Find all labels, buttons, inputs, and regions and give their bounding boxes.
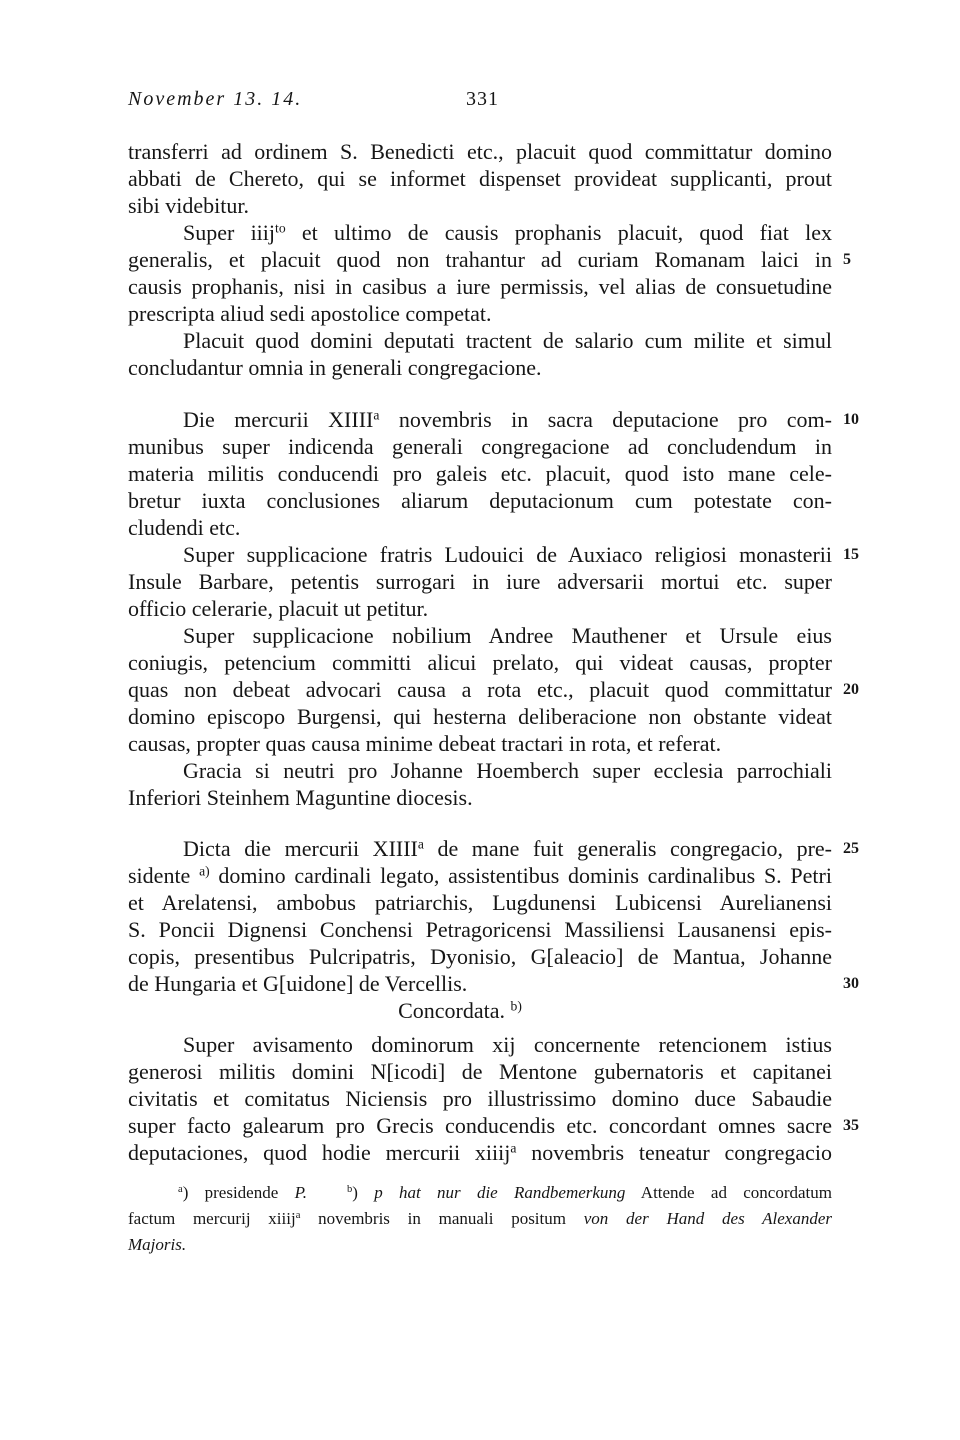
footnote-text: novembris in manuali positum bbox=[300, 1209, 584, 1228]
text-line bbox=[128, 406, 859, 433]
line-text: de mane fuit generalis congregacio, pre- bbox=[423, 836, 832, 861]
footnote-marker: a bbox=[178, 1184, 183, 1196]
line-number: 5 bbox=[843, 251, 851, 268]
line-text: copis, presentibus Pulcripatris, Dyonisio, G[aleacio] de Mantua, Johanne bbox=[128, 944, 832, 969]
footnote-b bbox=[347, 1183, 832, 1202]
superscript: to bbox=[275, 220, 286, 236]
line-text: causas, propter quas causa minime debeat tractari in rota, et referat. bbox=[128, 731, 722, 756]
line-text: sidente bbox=[128, 863, 200, 888]
text-line bbox=[128, 541, 859, 568]
superscript: a bbox=[510, 1140, 517, 1156]
line-text: domino episcopo Burgensi, qui hesterna deliberacione non obstante videat bbox=[128, 704, 832, 729]
heading-text: Concordata. bbox=[398, 998, 511, 1023]
line-text: Inferiori Steinhem Maguntine diocesis. bbox=[128, 785, 473, 810]
line-text: Gracia si neutri pro Johanne Hoemberch super ecclesia parrochiali bbox=[183, 758, 832, 783]
footnote-a bbox=[178, 1183, 307, 1202]
line-text: novembris in sacra deputacione pro com- bbox=[379, 407, 832, 432]
text-line bbox=[128, 1112, 859, 1139]
paragraph bbox=[128, 406, 859, 541]
text-line bbox=[128, 1139, 832, 1166]
text-line bbox=[128, 889, 832, 916]
line-text: cludendi etc. bbox=[128, 515, 241, 540]
superscript: a bbox=[373, 407, 380, 423]
text-line bbox=[128, 835, 859, 862]
editorial-note: Majoris. bbox=[128, 1235, 187, 1254]
footnote-ref-b: b) bbox=[510, 998, 522, 1014]
line-text: civitatis et comitatus Niciensis pro illustrissimo domino duce Sabaudie bbox=[128, 1086, 832, 1111]
footnote-text: ) bbox=[352, 1183, 375, 1202]
superscript: a bbox=[417, 836, 424, 852]
line-text: generosi militis domini N[icodi] de Mentone gubernatoris et capitanei bbox=[128, 1059, 832, 1084]
paragraph bbox=[128, 757, 832, 811]
text-line bbox=[128, 1058, 832, 1085]
text-line bbox=[128, 676, 859, 703]
line-text: novembris teneatur congregacio bbox=[516, 1140, 832, 1165]
text-line bbox=[128, 757, 832, 784]
paragraph bbox=[128, 1031, 859, 1166]
line-text: sibi videbitur. bbox=[128, 193, 249, 218]
text-line bbox=[128, 703, 832, 730]
line-number: 15 bbox=[843, 546, 859, 563]
line-text: super facto galearum pro Grecis conducendis etc. concordant omnes sacre bbox=[128, 1113, 832, 1138]
line-text: quas non debeat advocari causa a rota etc., placuit quod committatur bbox=[128, 677, 832, 702]
text-line bbox=[128, 514, 832, 541]
section-heading bbox=[128, 997, 832, 1024]
paragraph bbox=[128, 541, 859, 622]
line-text: de Hungaria et G[uidone] de Vercellis. bbox=[128, 971, 468, 996]
text-section bbox=[128, 835, 859, 1166]
line-text: causis prophanis, nisi in casibus a iure permissis, vel alias de consuetudine bbox=[128, 274, 832, 299]
line-number: 20 bbox=[843, 681, 859, 698]
paragraph bbox=[128, 622, 859, 757]
line-number: 10 bbox=[843, 411, 859, 428]
line-text: Dicta die mercurii XIIII bbox=[183, 836, 418, 861]
text-section bbox=[128, 138, 851, 381]
footnotes bbox=[128, 1180, 832, 1258]
line-text: officio celerarie, placuit ut petitur. bbox=[128, 596, 429, 621]
text-line bbox=[128, 165, 832, 192]
line-text: Super avisamento dominorum xij concernente retencionem istius bbox=[183, 1032, 832, 1057]
footnote-text: Attende ad concordatum bbox=[625, 1183, 832, 1202]
text-line bbox=[128, 487, 832, 514]
line-text: et Arelatensi, ambobus patriarchis, Lugdunensi Lubicensi Aurelianensi bbox=[128, 890, 832, 915]
text-line bbox=[128, 327, 832, 354]
line-text: generalis, et placuit quod non trahantur ad curiam Romanam laici in bbox=[128, 247, 832, 272]
text-line bbox=[128, 916, 832, 943]
main-text bbox=[128, 138, 859, 1166]
text-line bbox=[128, 622, 832, 649]
text-line bbox=[128, 649, 832, 676]
paragraph bbox=[128, 835, 859, 997]
line-text: deputaciones, quod hodie mercurii xiiij bbox=[128, 1140, 511, 1165]
line-text: munibus super indicenda generali congregacione ad concludendum in bbox=[128, 434, 832, 459]
line-text: S. Poncii Dignensi Conchensi Petragoricensi Massiliensi Lausanensi epis- bbox=[128, 917, 832, 942]
text-line bbox=[128, 1085, 832, 1112]
text-line bbox=[128, 568, 832, 595]
page-number: 331 bbox=[466, 88, 499, 110]
line-number: 35 bbox=[843, 1117, 859, 1134]
line-text: prescripta aliud sedi apostolice competat. bbox=[128, 301, 492, 326]
text-line bbox=[128, 219, 832, 246]
line-text: Insule Barbare, petentis surrogari in iure adversarii mortui etc. super bbox=[128, 569, 832, 594]
line-text: bretur iuxta conclusiones aliarum deputacionum cum potestate con- bbox=[128, 488, 832, 513]
footnote-line bbox=[128, 1206, 832, 1232]
footnote-ref-a: a) bbox=[199, 863, 210, 879]
line-text: Super supplicacione nobilium Andree Mauthener et Ursule eius bbox=[183, 623, 832, 648]
footnote-marker: b bbox=[347, 1184, 353, 1196]
line-text: transferri ad ordinem S. Benedicti etc., placuit quod committatur domino bbox=[128, 139, 832, 164]
line-text: Die mercurii XIIII bbox=[183, 407, 374, 432]
line-text: domino cardinali legato, assistentibus dominis cardinalibus S. Petri bbox=[209, 863, 832, 888]
paragraph bbox=[128, 327, 832, 381]
text-line bbox=[128, 862, 832, 889]
paragraph bbox=[128, 219, 851, 327]
text-line bbox=[128, 784, 832, 811]
line-text: coniugis, petencium committi alicui prelato, qui videat causas, propter bbox=[128, 650, 832, 675]
line-text: Placuit quod domini deputati tractent de salario cum milite et simul bbox=[183, 328, 832, 353]
editorial-note: von der Hand des Alexander bbox=[583, 1209, 832, 1228]
line-number: 30 bbox=[843, 975, 859, 992]
editorial-note: p hat nur die Randbemerkung bbox=[374, 1183, 626, 1202]
line-text: materia militis conducendi pro galeis etc. placuit, quod isto mane cele- bbox=[128, 461, 832, 486]
running-head-date: November 13. 14. bbox=[128, 88, 303, 110]
line-number: 25 bbox=[843, 840, 859, 857]
footnote-line bbox=[128, 1232, 832, 1258]
text-line bbox=[128, 192, 832, 219]
manuscript-siglum: P. bbox=[294, 1183, 308, 1202]
text-line bbox=[128, 595, 832, 622]
line-text: Super supplicacione fratris Ludouici de Auxiaco religiosi monasterii bbox=[183, 542, 832, 567]
line-text: concludantur omnia in generali congregacione. bbox=[128, 355, 542, 380]
text-line bbox=[128, 730, 832, 757]
text-line bbox=[128, 1031, 832, 1058]
paragraph bbox=[128, 138, 832, 219]
text-line bbox=[128, 273, 832, 300]
text-line bbox=[128, 354, 832, 381]
text-line bbox=[128, 970, 859, 997]
text-line bbox=[128, 246, 851, 273]
line-text: abbati de Chereto, qui se informet dispenset provideat supplicanti, prout bbox=[128, 166, 832, 191]
line-text: Super iiij bbox=[183, 220, 276, 245]
text-line bbox=[128, 138, 832, 165]
superscript: a bbox=[295, 1210, 301, 1222]
text-line bbox=[128, 460, 832, 487]
footnote-text: ) presidende bbox=[182, 1183, 295, 1202]
text-line bbox=[128, 433, 832, 460]
line-text: et ultimo de causis prophanis placuit, quod fiat lex bbox=[285, 220, 832, 245]
text-section bbox=[128, 406, 859, 811]
footnote-line bbox=[128, 1180, 832, 1206]
text-line bbox=[128, 943, 832, 970]
text-line bbox=[128, 300, 832, 327]
footnote-text: factum mercurij xiiij bbox=[128, 1209, 296, 1228]
